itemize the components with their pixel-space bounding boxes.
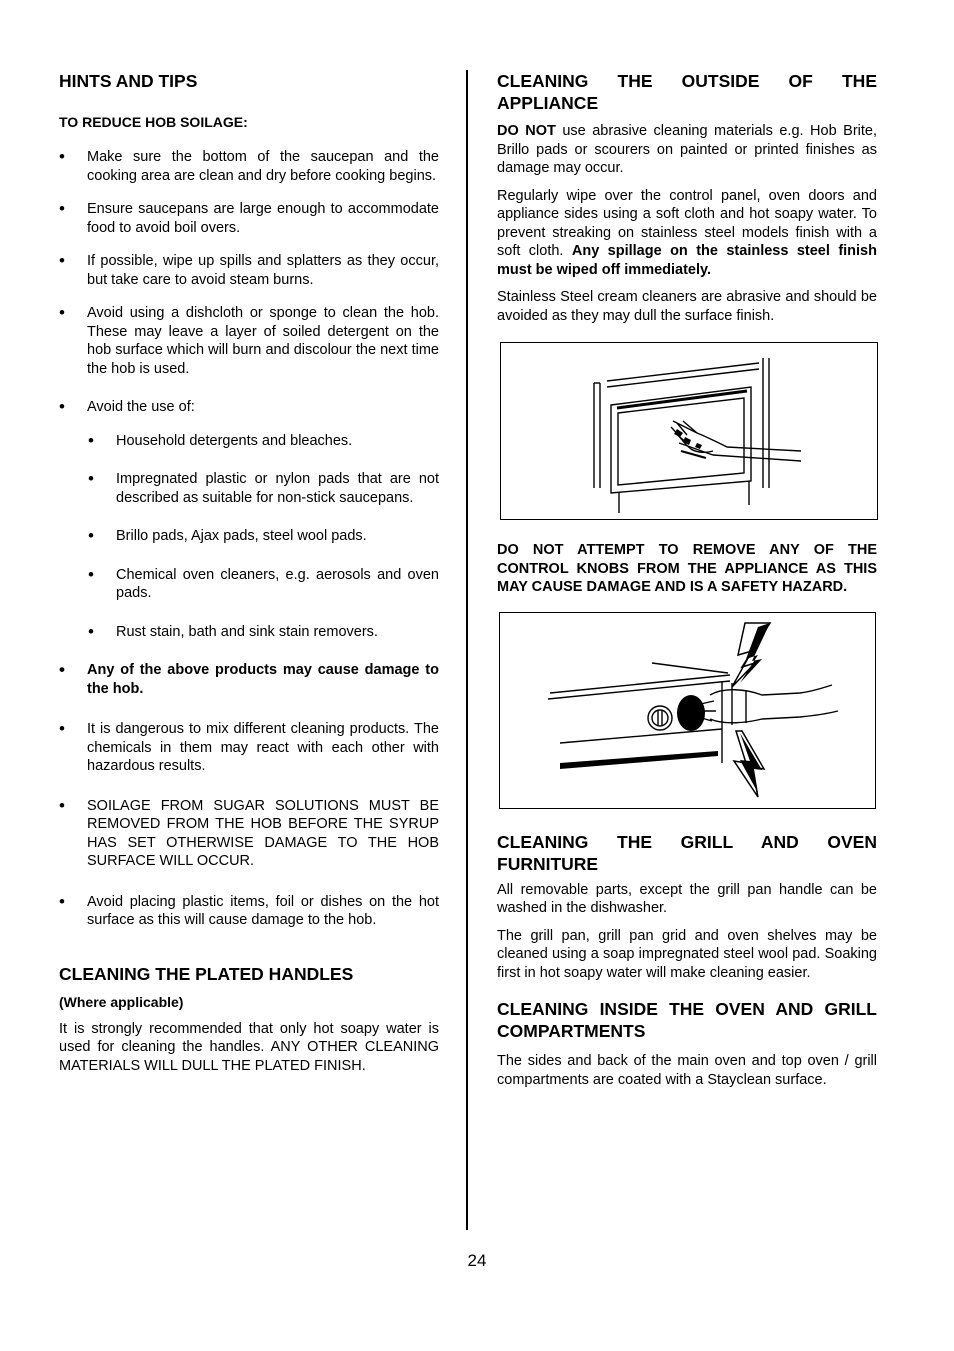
grill-paragraph-2: The grill pan, grill pan grid and oven shelves may be cleaned using a soap impregnated steel wool pad. Soaking first in hot soapy water will make cleaning easier. <box>497 927 877 981</box>
outside-paragraph-1-text: use abrasive cleaning materials e.g. Hob Brite, Brillo pads or scourers on painted or printed finishes as damage may occur. <box>497 123 877 176</box>
sub-bullet-item: • Household detergents and bleaches. <box>88 432 439 451</box>
reduce-soilage-subtitle: TO REDUCE HOB SOILAGE: <box>59 114 248 130</box>
bullet-item: • Avoid using a dishcloth or sponge to clean the hob. These may leave a layer of soiled detergent on the hob surface which will burn and discolour the next time the hob is used. <box>59 304 439 378</box>
outside-paragraph-3: Stainless Steel cream cleaners are abrasive and should be avoided as they may dull the surface finish. <box>497 289 877 324</box>
control-knob-warning-illustration <box>499 612 876 809</box>
bullet-item: • If possible, wipe up spills and splatters as they occur, but take care to avoid steam burns. <box>59 252 439 289</box>
bullet-item-warning: • Any of the above products may cause damage to the hob. <box>59 661 439 698</box>
control-knob-drawing <box>500 613 874 807</box>
oven-door-drawing <box>501 343 876 518</box>
outside-paragraph-2-text: Regularly wipe over the control panel, oven doors and appliance sides using a soft cloth and hot soapy water. To prevent streaking on stainless steel models finish with a soft cloth. <box>497 187 877 259</box>
hints-title: HINTS AND TIPS <box>59 71 198 91</box>
bullet-item: • SOILAGE FROM SUGAR SOLUTIONS MUST BE REMOVED FROM THE HOB BEFORE THE SYRUP HAS SET OTHERWISE DAMAGE TO THE HOB SURFACE WILL OCCUR. <box>59 797 439 871</box>
plated-handles-title: CLEANING THE PLATED HANDLES <box>59 963 354 984</box>
outside-title: CLEANING THE OUTSIDE OF THE APPLIANCE <box>497 71 877 113</box>
sub-bullet-item: • Rust stain, bath and sink stain removers. <box>88 623 439 642</box>
grill-paragraph-1: All removable parts, except the grill pan handle can be washed in the dishwasher. <box>497 881 877 916</box>
sub-bullet-item: • Impregnated plastic or nylon pads that are not described as suitable for non-stick saucepans. <box>88 470 439 507</box>
sub-bullet-item: • Chemical oven cleaners, e.g. aerosols and oven pads. <box>88 566 439 603</box>
plated-handles-subtitle: (Where applicable) <box>59 993 184 1010</box>
right-column <box>497 66 877 1089</box>
column-divider <box>466 70 468 1230</box>
bullet-item: • Ensure saucepans are large enough to accommodate food to avoid boil overs. <box>59 200 439 237</box>
control-knobs-warning: DO NOT ATTEMPT TO REMOVE ANY OF THE CONTROL KNOBS FROM THE APPLIANCE AS THIS MAY CAUSE DAMAGE AND IS A SAFETY HAZARD. <box>497 542 877 595</box>
plated-handles-text: It is strongly recommended that only hot soapy water is used for cleaning the handles. ANY OTHER CLEANING MATERIALS WILL DULL THE PLATED FINISH. <box>59 1020 439 1074</box>
outside-paragraph-1 <box>497 122 877 178</box>
page-number: 24 <box>467 1251 487 1270</box>
inside-oven-paragraph: The sides and back of the main oven and top oven / grill compartments are coated with a Stayclean surface. <box>497 1053 877 1088</box>
sub-bullet-item: • Brillo pads, Ajax pads, steel wool pads. <box>88 527 439 546</box>
left-column <box>59 66 439 1075</box>
bullet-item: • Avoid placing plastic items, foil or dishes on the hot surface as this will cause damage to the hob. <box>59 893 439 930</box>
do-not-label: DO NOT <box>497 123 556 139</box>
wiping-oven-door-illustration <box>500 342 878 520</box>
bullet-item: • Make sure the bottom of the saucepan and the cooking area are clean and dry before cooking begins. <box>59 148 439 185</box>
grill-oven-furniture-title: CLEANING THE GRILL AND OVEN FURNITURE <box>497 831 877 874</box>
inside-oven-title: CLEANING INSIDE THE OVEN AND GRILL COMPARTMENTS <box>497 999 877 1041</box>
bullet-item: • Avoid the use of: <box>59 398 439 417</box>
outside-paragraph-2 <box>497 187 877 280</box>
bullet-item: • It is dangerous to mix different cleaning products. The chemicals in them may react with each other with hazardous results. <box>59 720 439 776</box>
spillage-warning: Any spillage on the stainless steel finish must be wiped off immediately. <box>497 243 877 278</box>
